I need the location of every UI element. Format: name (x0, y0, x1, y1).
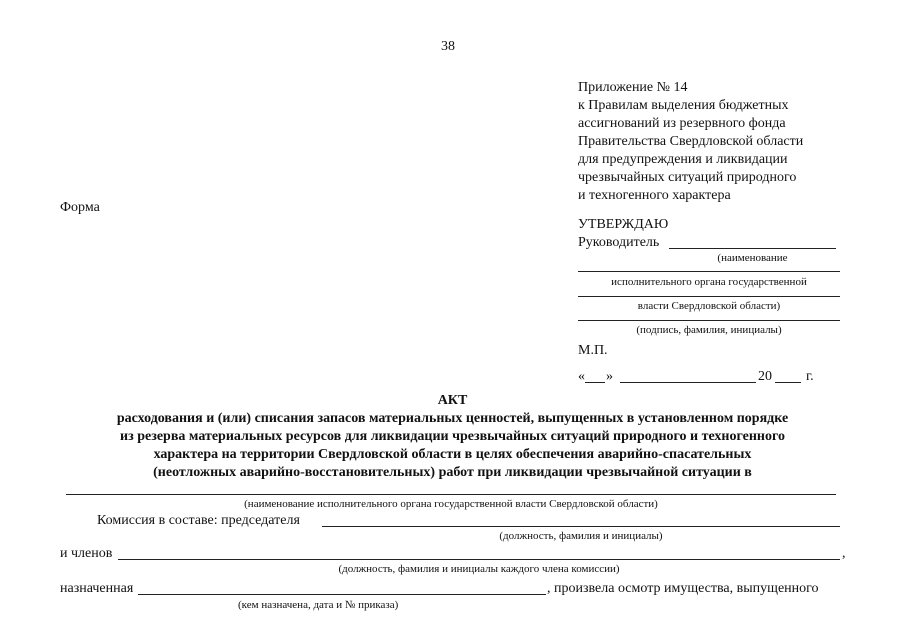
appendix-line: и техногенного характера (578, 188, 731, 203)
appendix-line: ассигнований из резервного фонда (578, 116, 786, 131)
date-year-line[interactable] (775, 382, 801, 383)
year-suffix: г. (806, 369, 814, 384)
act-heading (0, 410, 905, 482)
caption-name: (наименование (717, 252, 788, 264)
head-signature-line[interactable] (669, 248, 836, 249)
appointed-label: назначенная (60, 581, 134, 596)
caption-organ-full: (наименование исполнительного органа государственной власти Свердловской области) (244, 498, 658, 510)
members-line[interactable] (118, 559, 840, 560)
act-title: АКТ (437, 393, 468, 408)
appendix-line: к Правилам выделения бюджетных (578, 98, 789, 113)
date-month-line[interactable] (620, 382, 756, 383)
caption-power: власти Свердловской области) (637, 300, 781, 312)
stamp-label: М.П. (578, 343, 608, 358)
caption-organ: исполнительного органа государственной (611, 276, 807, 288)
power-line[interactable] (578, 296, 840, 297)
act-heading-line: (неотложных аварийно-восстановительных) работ при ликвидации чрезвычайной ситуации в (153, 465, 752, 480)
act-heading-line: из резерва материальных ресурсов для ликвидации чрезвычайных ситуаций природного и техногенного (120, 429, 785, 444)
caption-appointed: (кем назначена, дата и № приказа) (238, 599, 399, 611)
appendix-line: Приложение № 14 (578, 80, 688, 95)
appendix-line: для предупреждения и ликвидации (578, 152, 788, 167)
year-prefix: 20 (758, 369, 772, 384)
caption-members: (должность, фамилия и инициалы каждого члена комиссии) (338, 563, 620, 575)
form-label: Форма (60, 200, 100, 215)
organ-full-line[interactable] (66, 494, 836, 495)
organ-line[interactable] (578, 271, 840, 272)
head-label: Руководитель (578, 235, 660, 250)
act-heading-line: характера на территории Свердловской области в целях обеспечения аварийно-спасательных (153, 447, 752, 462)
inspection-text: , произвела осмотр имущества, выпущенного (547, 581, 819, 596)
date-close-quote: » (606, 369, 613, 384)
members-label: и членов (60, 546, 113, 561)
appendix-line: Правительства Свердловской области (578, 134, 804, 149)
appointed-line[interactable] (138, 594, 546, 595)
appendix-line: чрезвычайных ситуаций природного (578, 170, 797, 185)
chair-line[interactable] (322, 526, 840, 527)
members-comma: , (842, 546, 846, 561)
date-day-line[interactable] (585, 382, 605, 383)
commission-label: Комиссия в составе: председателя (97, 513, 300, 528)
signature-line[interactable] (578, 320, 840, 321)
appendix-block (578, 79, 803, 205)
act-heading-line: расходования и (или) списания запасов материальных ценностей, выпущенных в установленном порядке (116, 411, 789, 426)
approve-heading: УТВЕРЖДАЮ (578, 217, 669, 232)
caption-chair: (должность, фамилия и инициалы) (499, 530, 663, 542)
page-number: 38 (441, 39, 455, 54)
date-open-quote: « (578, 369, 585, 384)
caption-signature: (подпись, фамилия, инициалы) (636, 324, 782, 336)
